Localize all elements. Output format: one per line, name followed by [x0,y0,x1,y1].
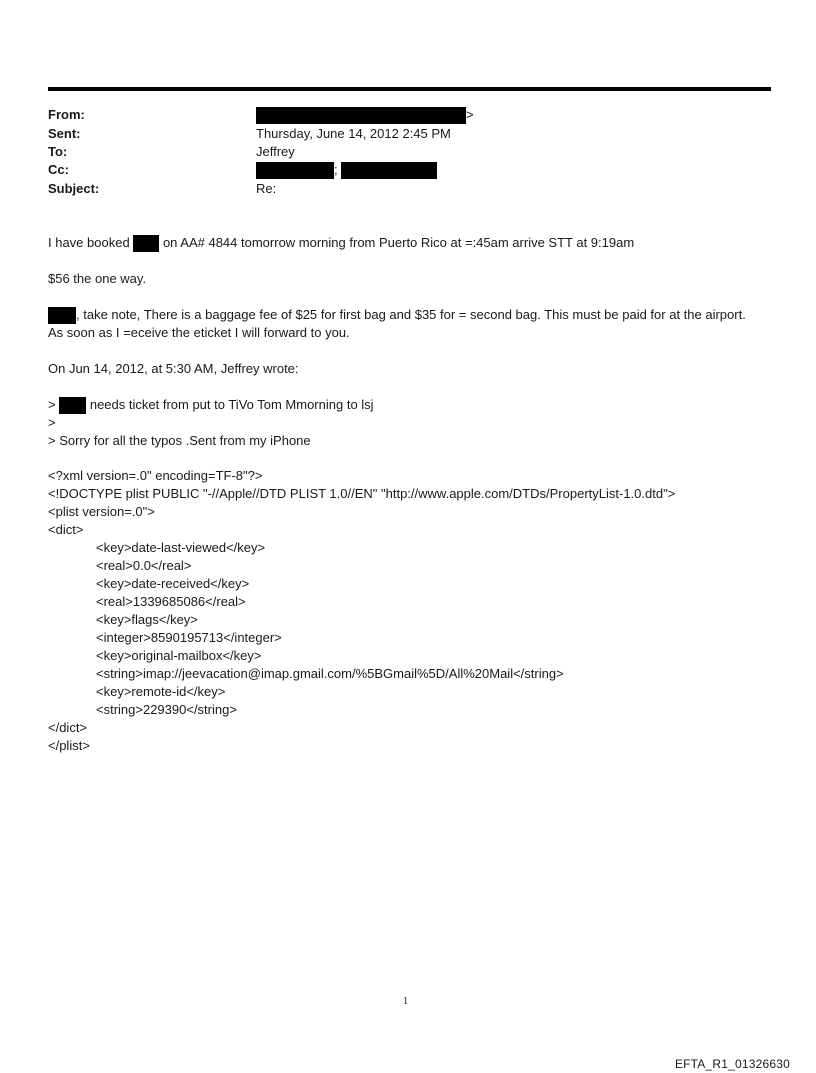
page-number: 1 [403,996,408,1007]
body-line: $56 the one way. [48,271,147,286]
xml-line: <!DOCTYPE plist PUBLIC "-//Apple//DTD PLIST 1.0//EN" "http://www.apple.com/DTDs/PropertyList-1.0.dtd"> [48,486,676,501]
quote-attribution: On Jun 14, 2012, at 5:30 AM, Jeffrey wrote: [48,361,299,376]
xml-line: <real>0.0</real> [96,558,192,573]
body-text: I have booked [48,235,130,250]
from-suffix: > [466,107,474,122]
to-value: Jeffrey [256,144,295,159]
bates-number: EFTA_R1_01326630 [674,1057,790,1071]
xml-line: <key>date-last-viewed</key> [96,540,266,555]
xml-line: <string>imap://jeevacation@imap.gmail.com/%5BGmail%5D/All%20Mail</string> [96,666,564,681]
redaction-block [48,307,76,324]
body-text: on AA# 4844 tomorrow morning from Puerto Rico at =:45am arrive STT at 9:19am [162,235,635,250]
redaction-block [59,397,86,414]
header-rule [48,87,771,91]
xml-line: <key>flags</key> [96,612,198,627]
quoted-line: > [48,415,56,430]
body-line [48,234,634,252]
cc-label: Cc: [48,162,69,177]
xml-line: <string>229390</string> [96,702,237,717]
xml-line: <key>date-received</key> [96,576,250,591]
to-label: To: [48,144,68,159]
quoted-line [48,396,374,414]
from-value [256,106,474,124]
quoted-text: needs ticket from put to TiVo Tom Mmorning to lsj [89,397,374,412]
xml-line: </dict> [48,720,88,735]
from-label: From: [48,107,85,122]
subject-value: Re: [256,181,277,196]
xml-line: <dict> [48,522,84,537]
redaction-block [133,235,159,252]
redaction-block [341,162,437,179]
xml-line: <key>original-mailbox</key> [96,648,262,663]
subject-label: Subject: [48,181,100,196]
xml-line: <integer>8590195713</integer> [96,630,282,645]
xml-line: <key>remote-id</key> [96,684,226,699]
sent-label: Sent: [48,126,81,141]
redaction-block [256,107,466,124]
quote-marker: > [48,397,56,412]
cc-separator: ; [334,162,338,177]
cc-value [256,161,437,179]
sent-value: Thursday, June 14, 2012 2:45 PM [256,126,451,141]
body-line: As soon as I =eceive the eticket I will forward to you. [48,325,350,340]
xml-line: <real>1339685086</real> [96,594,246,609]
quoted-line: > Sorry for all the typos .Sent from my iPhone [48,433,311,448]
body-text: , take note, There is a baggage fee of $25 for first bag and $35 for = second bag. This must be paid for at the airport. [76,307,746,322]
redaction-block [256,162,334,179]
xml-line: <?xml version=.0" encoding=TF-8"?> [48,468,263,483]
xml-line: <plist version=.0"> [48,504,155,519]
body-line [48,306,746,324]
xml-line: </plist> [48,738,90,753]
